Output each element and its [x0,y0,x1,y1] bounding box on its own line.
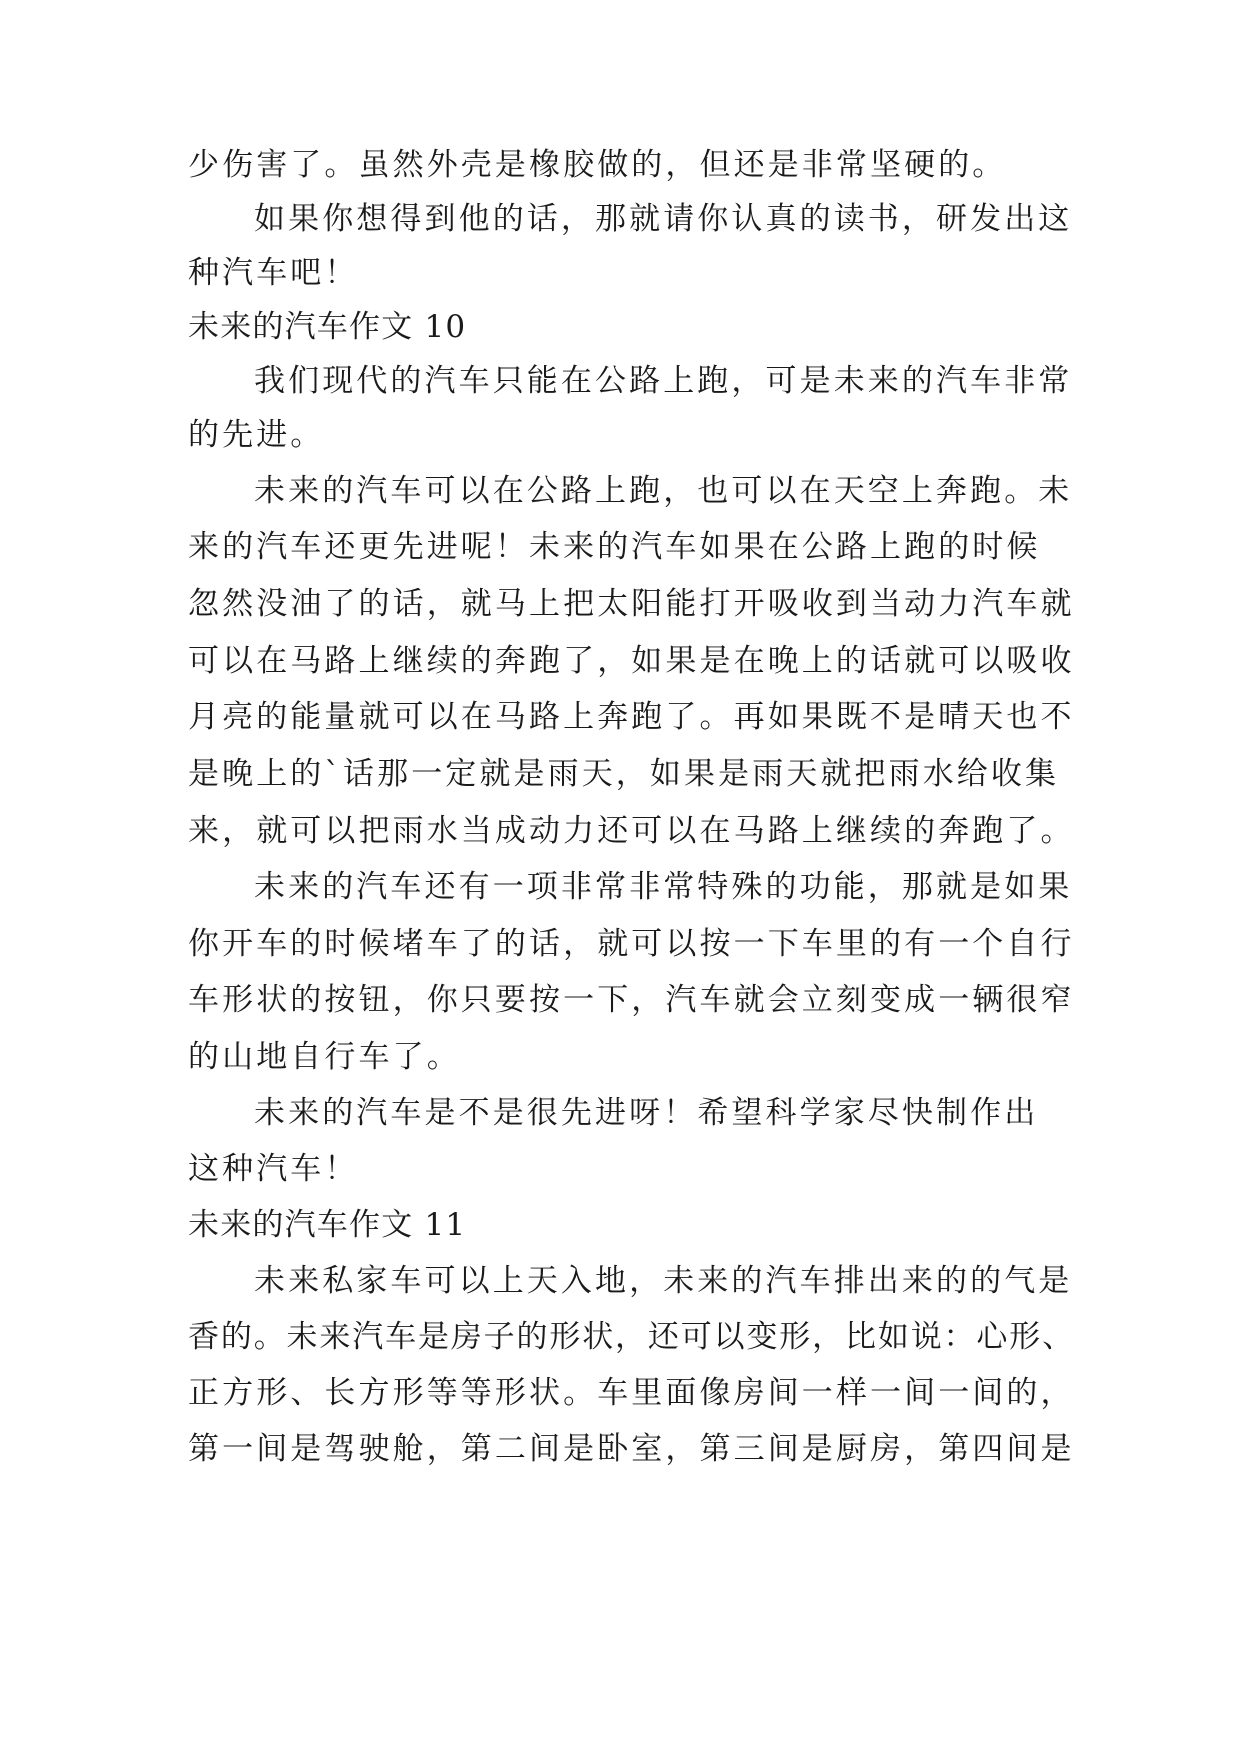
paragraph-line: 月亮的能量就可以在马路上奔跑了。再如果既不是晴天也不 [188,699,1075,735]
paragraph-line: 香的。未来汽车是房子的形状，还可以变形，比如说：心形、 [188,1319,1075,1355]
paragraph-line: 可以在马路上继续的奔跑了，如果是在晚上的话就可以吸收 [188,643,1075,679]
paragraph-line: 的先进。 [188,417,325,453]
paragraph-line: 未来的汽车还有一项非常非常特殊的功能，那就是如果 [254,869,1073,905]
paragraph-line: 的山地自行车了。 [188,1039,461,1075]
paragraph-line: 你开车的时候堵车了的话，就可以按一下车里的有一个自行 [188,926,1075,962]
paragraph-line: 种汽车吧！ [188,255,359,291]
paragraph-line: 少伤害了。虽然外壳是橡胶做的，但还是非常坚硬的。 [188,147,1007,183]
paragraph-line: 来，就可以把雨水当成动力还可以在马路上继续的奔跑了。 [188,813,1075,849]
paragraph-line: 忽然没油了的话，就马上把太阳能打开吸收到当动力汽车就 [188,586,1075,622]
section-heading: 未来的汽车作文 10 [188,309,467,345]
paragraph-line: 第一间是驾驶舱，第二间是卧室，第三间是厨房，第四间是 [188,1431,1075,1467]
paragraph-line: 正方形、长方形等等形状。车里面像房间一样一间一间的， [188,1375,1075,1411]
paragraph-line: 来的汽车还更先进呢！未来的汽车如果在公路上跑的时候 [188,529,1041,565]
paragraph-line: 这种汽车！ [188,1151,359,1187]
paragraph-line: 未来私家车可以上天入地，未来的汽车排出来的的气是 [254,1263,1073,1299]
paragraph-line: 我们现代的汽车只能在公路上跑，可是未来的汽车非常 [254,363,1073,399]
paragraph-line: 未来的汽车是不是很先进呀！希望科学家尽快制作出 [254,1095,1039,1131]
paragraph-line: 如果你想得到他的话，那就请你认真的读书，研发出这 [254,201,1073,237]
paragraph-line: 是晚上的`话那一定就是雨天，如果是雨天就把雨水给收集 [188,756,1060,792]
section-heading: 未来的汽车作文 11 [188,1207,467,1243]
paragraph-line: 车形状的按钮，你只要按一下，汽车就会立刻变成一辆很窄 [188,982,1075,1018]
paragraph-line: 未来的汽车可以在公路上跑，也可以在天空上奔跑。未 [254,473,1073,509]
